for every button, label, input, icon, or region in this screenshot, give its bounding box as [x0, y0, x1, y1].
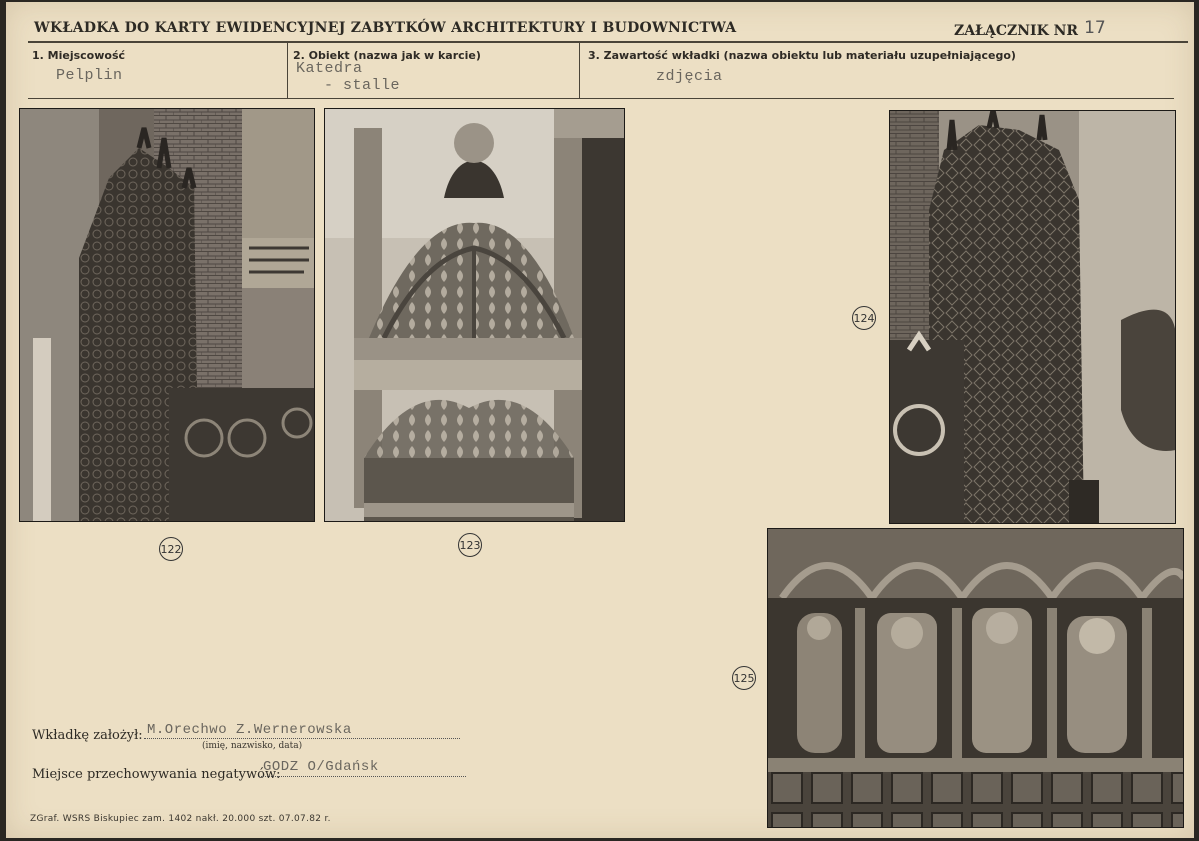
created-by-value: M.Orechwo Z.Wernerowska	[147, 722, 352, 738]
photo-125	[767, 528, 1184, 828]
document-title: WKŁADKA DO KARTY EWIDENCYJNEJ ZABYTKÓW ARCHITEKTURY I BUDOWNICTWA	[34, 20, 737, 36]
storage-label: Miejsce przechowywania negatywów:	[32, 767, 281, 782]
photo-number-124: 124	[852, 306, 876, 330]
header-rule-top	[28, 41, 1188, 43]
photo-122	[19, 108, 315, 522]
content-value: zdjęcia	[656, 68, 723, 85]
annex-number	[954, 20, 1106, 40]
record-sheet	[6, 2, 1194, 838]
locality-label: 1. Miejscowość	[32, 49, 126, 62]
object-value-line1: Katedra	[296, 60, 363, 77]
field-divider-2	[579, 43, 580, 99]
locality-value: Pelplin	[56, 67, 123, 84]
created-by-label: Wkładkę założył:	[32, 728, 143, 743]
photo-number-125: 125	[732, 666, 756, 690]
photo-124	[889, 110, 1176, 524]
created-by-hint: (imię, nazwisko, data)	[202, 741, 303, 751]
object-value-line2: - stalle	[324, 77, 401, 94]
header-rule-bottom	[28, 98, 1174, 99]
photo-number-122: 122	[159, 537, 183, 561]
storage-value: GODZ O/Gdańsk	[263, 759, 379, 775]
content-label: 3. Zawartość wkładki (nazwa obiektu lub materiału uzupełniającego)	[588, 49, 1016, 62]
photo-number-123: 123	[458, 533, 482, 557]
storage-dotline	[258, 776, 466, 777]
field-divider-1	[287, 43, 288, 99]
photo-123	[324, 108, 625, 522]
printer-imprint: ZGraf. WSRS Biskupiec zam. 1402 nakł. 20.000 szt. 07.07.82 r.	[30, 814, 331, 824]
object-label: 2. Obiekt (nazwa jak w karcie)	[293, 49, 481, 62]
annex-value: 17	[1084, 18, 1106, 38]
created-by-dotline	[144, 738, 460, 739]
annex-label: ZAŁĄCZNIK NR	[954, 23, 1079, 39]
